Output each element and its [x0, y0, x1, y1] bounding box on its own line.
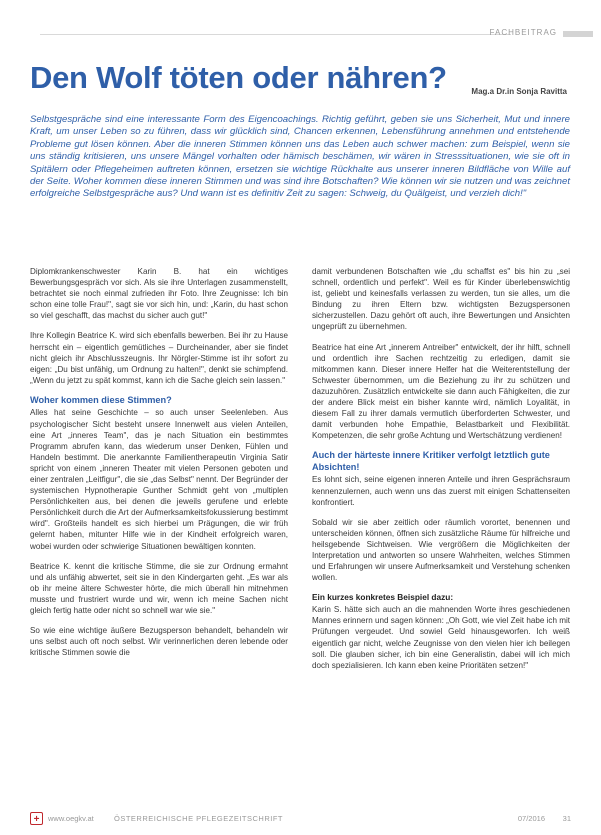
section-label: FACHBEITRAG	[489, 28, 557, 37]
section-header-bar	[0, 28, 601, 40]
page-footer	[30, 812, 571, 826]
left-column	[30, 266, 288, 667]
paragraph: Beatrice hat eine Art „innerem Antreiber" entwickelt, der ihr hilft, schnell und ordentlich ihre Sachen rechtzeitig zu erledigen, damit sie mitkommen kann. Dieser innere Helfer hat die Weiterentstellung der Schwester übernommen, um die Beziehung zu ihr zu schützen und dazuzuhören. Zusätzlich entwickelte sie dann auch Fähigkeiten, die zur der andere Blick meist ein bisher kannte wird, nämlich Loyalität, in diesem Fall zu ihrer damals vermutlich überforderten Schwester, und damit verbunden hohe Empathie, Belastbarkeit und Flexibilität. Kompetenzen, die sehr große Achtung und Wertschätzung verdienen!	[312, 342, 570, 441]
paragraph: Es lohnt sich, seine eigenen inneren Anteile und ihren Gesprächsraum kennenzulernen, auch wenn uns das zuerst mit einigen Schattenseiten konfrontiert.	[312, 475, 570, 507]
footer-publication: ÖSTERREICHISCHE PFLEGEZEITSCHRIFT	[114, 814, 284, 823]
footer-website-link[interactable]: www.oegkv.at	[48, 814, 94, 823]
paragraph: So wie eine wichtige äußere Bezugsperson behandelt, behandeln wir uns selbst auch oft noch selbst. Wir verinnerlichen deren lebende oder kritische Stimmen sowie die	[30, 626, 288, 658]
paragraph: Karin S. hätte sich auch an die mahnenden Worte ihres geschiedenen Mannes erinnern und sagen können: „Oh Gott, wie viel Zeit habe ich mit Prüfungen vergeudet. Und sowiel Geld hinausgeworfen. Ich weiß eigentlich gar nicht, welche Zeugnisse von den vielen hier ich beilegen soll. Die glauben sicher, ich bin eine Generalistin, dabei will ich mich doch spezialisieren. Ich kann eben keine Prioritäten setzen!"	[312, 605, 570, 670]
subheading: Woher kommen diese Stimmen?	[30, 394, 172, 405]
paragraph: Beatrice K. kennt die kritische Stimme, die sie zur Ordnung ermahnt und als unfähig abwertet, seit sie in den Kindergarten geht. „Es war als ob ihr meine ältere Schwester hörte, die mich überall hin mitnehmen musste und frustriert wurde und wir, wenn ich meine Sachen nicht gleich fertig hatte oder nicht so schnell war wie sie."	[30, 561, 288, 616]
subheading: Auch der härteste innere Kritiker verfolgt letztlich gute Absichten!	[312, 450, 550, 472]
example-heading: Ein kurzes konkretes Beispiel dazu:	[312, 592, 454, 603]
header-rule	[40, 34, 511, 35]
article-author: Mag.a Dr.in Sonja Ravitta	[471, 87, 567, 96]
paragraph: Diplomkrankenschwester Karin B. hat ein wichtiges Bewerbungsgespräch vor sich. Als sie ihre Unterlagen zusammenstellt, betrachtet sie noch einmal zufrieden ihr Foto. Ihre Zeugnisse: Ich bin schon eine tolle Frau!", sagt sie vor sich hin, und: „Karin, du hast schon so viel geschafft, das machst du sicher auch gut!"	[30, 267, 288, 321]
cross-logo-icon: +	[30, 812, 43, 825]
article-title: Den Wolf töten oder nähren?	[30, 60, 447, 95]
page-number: 31	[562, 814, 571, 823]
article-lead: Selbstgespräche sind eine interessante Form des Eigencoachings. Richtig geführt, geben sie uns Sicherheit, Mut und innere Kraft, um unser Leben so zu führen, dass wir glücklich sind, Chancen erkennen, Lebensführung annehmen und entstehende Probleme gut lösen können. Aber die inneren Stimmen können uns das Leben auch schwer machen: zum Beispiel, wenn sie uns ständig kritisieren, uns unsere Mängel vorhalten oder hämisch beschämen, wir wären in Stresssituationen, wie sie oft in Spitälern oder Pflegeheimen auftreten können, ersetzen sie wichtige Rückhalte aus unserer inneren Bildfläche von Wille auf der Seite. Woher kommen diese inneren Stimmen und was sind ihre Botschaften? Wie können wir sie nutzen und was zeichnet erfolgreiche Selbstgespräche aus? Und wann ist es definitiv Zeit zu sagen: Schweig, du Quälgeist, und verzieh dich!"	[30, 114, 570, 200]
right-column	[312, 266, 570, 680]
footer-issue: 07/2016	[517, 814, 545, 823]
header-color-block	[563, 31, 593, 37]
paragraph: Sobald wir sie aber zeitlich oder räumlich vorortet, benennen und unterscheiden können, öffnen sich zusätzliche Räume für hilfreiche und heilsgebende Sichtweisen. Wie vergrößern die Möglichkeiten der Interpretation und antworten so unsere Wahrheiten, welches Stimmen und Erfahrungen wir unsere Aufmerksamkeit und Verstehung schenken wollen.	[312, 517, 570, 583]
paragraph: Alles hat seine Geschichte – so auch unser Seelenleben. Aus psychologischer Sicht besteht unsere Innenwelt aus vielen Anteilen, eine Art „inneres Team", das je nach Situation ein bestimmtes Programm abrufen kann, das wiederum unser Denken, Fühlen und Handeln bestimmt. Die anerkannte Familientherapeutin Virginia Satir spricht von einem „inneren Theater mit vielen Personen geboten und einer zentralen „Leitfigur", die sie „das Selbst" nennt. Der Begründer der systemischen Hypnotherapie Gunther Schmidt geht von „multiplen Persönlichkeiten aus, bei denen die jeweils gerufene und erlebte Persönlichkeit durch die Art der Aufmerksamkeitsfokussierung bestimmt wird". Großteils handelt es sich hierbei um Prägungen, die wir früh gelernt haben, mitunter Hilfe wie in der Kindheit erfolgreich waren, wobei wurden oder schwierige Situationen bewältigen konnten.	[30, 408, 288, 551]
paragraph: Ihre Kollegin Beatrice K. wird sich ebenfalls bewerben. Bei ihr zu Hause herrscht ein – eigentlich gemütliches – Durcheinander, aber sie findet nicht gleich ihr Abschlusszeugnis. Ihr Nörgler-Stimme ist ihr sofort zu eigen: „Du bist unfähig, um Ordnung zu halten!", denkt sie schimpfend. „Wenn du jetzt zu spät kommst, kann ich die Sache gleich sein lassen."	[30, 331, 288, 385]
paragraph: damit verbundenen Botschaften wie „du schaffst es" bis hin zu „sei schnell, ordentlich und perfekt". Weil es für Kinder überlebenswichtig ist, geliebt und keinesfalls verlassen zu werden, tun sie alles, um die Bindung zu ihren Eltern bzw. wichtigsten Bezugspersonen sicherzustellen. Dazu gehört oft auch, ihre Bewertungen und Ansichten ungeprüft zu übernehmen.	[312, 267, 570, 332]
